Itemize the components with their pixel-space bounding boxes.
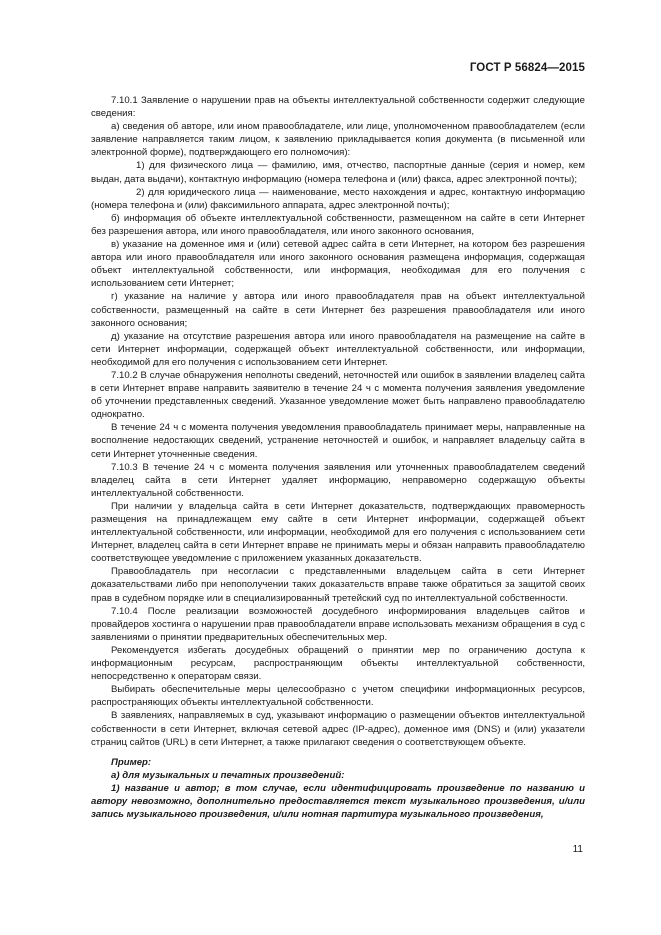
example-block bbox=[91, 756, 585, 821]
paragraph-recommendation: Рекомендуется избегать досудебных обращений о принятии мер по ограничению доступа к информационным ресурсам, распространяющим объекты интеллектуальной собственности, непосредственно к операторам связи. bbox=[91, 644, 585, 683]
paragraph-disagreement: Правообладатель при несогласии с представленными владельцем сайта в сети Интернет доказательствами либо при непополучении таких доказательств вправе также обратиться за защитой своих прав в судебном порядке или в специализированный третейский суд по интеллектуальной собственности. bbox=[91, 566, 585, 604]
paragraph-item-d: д) указание на отсутствие разрешения автора или иного правообладателя на размещение на сайте в сети Интернет информации, содержащей объект интеллектуальной собственности, или информации, необходимой для его получения с использованием сети Интернет. bbox=[91, 330, 585, 368]
example-item-a: а) для музыкальных и печатных произведений: bbox=[111, 769, 345, 781]
paragraph-7-10-1: 7.10.1 Заявление о нарушении прав на объекты интеллектуальной собственности содержит следующие сведения: bbox=[91, 95, 585, 120]
main-text bbox=[91, 94, 585, 821]
paragraph-24h-notice: В течение 24 ч с момента получения уведомления правообладатель принимает меры, направленные на восполнение недостающих сведений, устранение неточностей и ошибок, и направляет владельцу сайта в сети Интернет уточненные сведения. bbox=[91, 422, 585, 460]
paragraph-item-a-1: 1) для физического лица — фамилию, имя, отчество, паспортные данные (серия и номер, кем выдан, дата выдачи), контактную информацию (номера телефона и (или) факса, адрес электронной почты); bbox=[91, 160, 585, 185]
example-item-a-1: 1) название и автор; в том случае, если идентифицировать произведение по названию и автору невозможно, дополнительно предоставляется текст музыкального произведения, и/или запись музыкального произведения, и/или нотная партитура музыкального произведения, bbox=[91, 782, 585, 821]
paragraph-7-10-2: 7.10.2 В случае обнаружения неполноты сведений, неточностей или ошибок в заявлении владелец сайта в сети Интернет вправе направить заявителю в течение 24 ч с момента получения заявления уведомление об уточнении представленных сведений. Указанное уведомление может быть направлено правообладателю однократно. bbox=[91, 369, 585, 421]
paragraph-item-v: в) указание на доменное имя и (или) сетевой адрес сайта в сети Интернет, на котором без разрешения автора или иного правообладателя или иного законного основания размещена информация, содержащая объект интеллектуальной собственности, или информация, необходимая для его получения с использованием сети Интернет; bbox=[91, 239, 585, 290]
paragraph-7-10-3: 7.10.3 В течение 24 ч с момента получения заявления или уточненных правообладателем сведений владелец сайта в сети Интернет удаляет информацию, неправомерно содержащую объекты интеллектуальной собственности. bbox=[91, 461, 585, 499]
example-title: Пример: bbox=[111, 756, 152, 768]
paragraph-evidence: При наличии у владельца сайта в сети Интернет доказательств, подтверждающих правомерность размещения на принадлежащем ему сайте в сети Интернет информации, содержащей объект интеллектуальной собственности, или информации, необходимой для его получения с использованием сети Интернет, владелец сайта в сети Интернет вправе не принимать меры и обязан направить правообладателю соответствующее уведомление с приложением указанных доказательств. bbox=[91, 500, 585, 565]
paragraph-measures: Выбирать обеспечительные меры целесообразно с учетом специфики информационных ресурсов, распространяющих объекты интеллектуальной собственности. bbox=[91, 684, 585, 709]
paragraph-item-g: г) указание на наличие у автора или иного правообладателя прав на объект интеллектуальной собственности, размещенный на сайте в сети Интернет без разрешения правообладателя или иного законного основания; bbox=[91, 291, 585, 329]
paragraph-item-a: а) сведения об авторе, или ином правообладателе, или лице, уполномоченном правообладателем (если заявление направляется таким лицом, к заявлению прикладывается копия документа (в письменной или электронной форме), подтверждающего его полномочия): bbox=[91, 121, 585, 159]
paragraph-7-10-4: 7.10.4 После реализации возможностей досудебного информирования владельцев сайтов и провайдеров хостинга о нарушении прав правообладатели вправе использовать механизм обращения в суд с заявлениями о принятии предварительных обеспечительных мер. bbox=[91, 605, 585, 643]
paragraph-item-b: б) информация об объекте интеллектуальной собственности, размещенном на сайте в сети Интернет без разрешения автора, или иного правообладателя, или иного законного основания, bbox=[91, 212, 585, 237]
paragraph-item-a-2: 2) для юридического лица — наименование, место нахождения и адрес, контактную информацию (номера телефона и (или) факсимильного аппарата, адрес электронной почты); bbox=[91, 186, 585, 211]
page-number: 11 bbox=[572, 844, 583, 855]
standard-header: ГОСТ Р 56824—2015 bbox=[469, 62, 585, 74]
paragraph-court-claims: В заявлениях, направляемых в суд, указывают информацию о размещении объектов интеллектуальной собственности в сети Интернет, включая сетевой адрес (IP-адрес), доменное имя (DNS) и (или) указатели страниц сайтов (URL) в сети Интернет, а также прилагают сведения о соответствующем объекте. bbox=[91, 710, 585, 748]
